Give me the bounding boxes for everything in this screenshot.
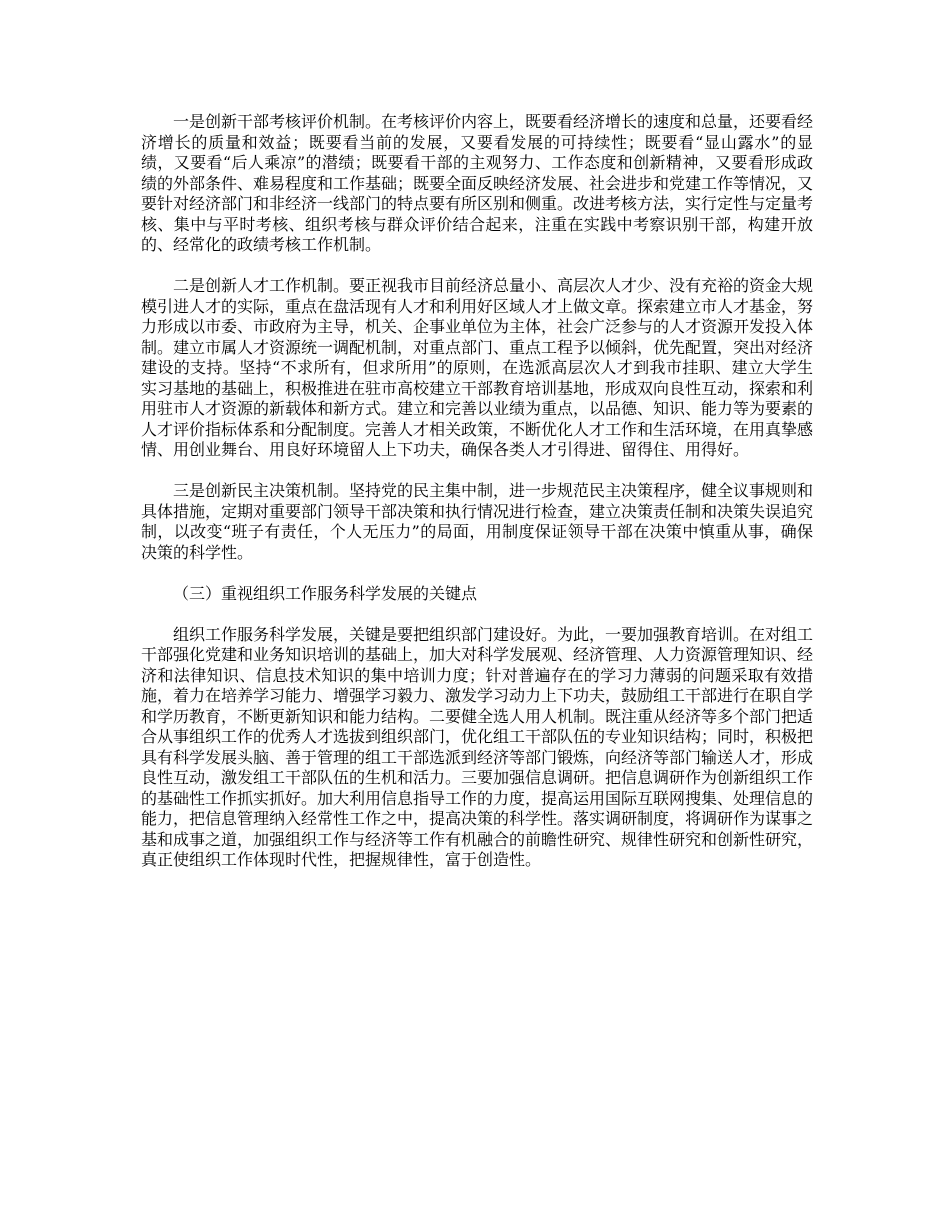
paragraph-organization-building: 组织工作服务科学发展，关键是要把组织部门建设好。为此，一要加强教育培训。在对组工干部强化党建和业务知识培训的基础上，加大对科学发展观、经济管理、人力资源管理知识、经济和法律知识、信息技术知识的集中培训力度；针对普遍存在的学习力薄弱的问题采取有效措施，着力在培养学习能力、增强学习毅力、激发学习动力上下功夫，鼓励组工干部进行在职自学和学历教育，不断更新知识和能力结构。二要健全选人用人机制。既注重从经济等多个部门把适合从事组织工作的优秀人才选拔到组织部门，优化组工干部队伍的专业知识结构；同时，积极把具有科学发展头脑、善于管理的组工干部选派到经济等部门锻炼，向经济等部门输送人才，形成良性互动，激发组工干部队伍的生机和活力。三要加强信息调研。把信息调研作为创新组织工作的基础性工作抓实抓好。加大利用信息指导工作的力度，提高运用国际互联网搜集、处理信息的能力，把信息管理纳入经常性工作之中，提高决策的科学性。落实调研制度，将调研作为谋事之基和成事之道，加强组织工作与经济等工作有机融合的前瞻性研究、规律性研究和创新性研究，真正使组织工作体现时代性，把握规律性，富于创造性。 <box>141 624 814 869</box>
document-body <box>141 112 813 891</box>
paragraph-democratic-decision: 三是创新民主决策机制。坚持党的民主集中制，进一步规范民主决策程序，健全议事规则和具体措施，定期对重要部门领导干部决策和执行情况进行检查，建立决策责任制和决策失误追究制，以改变“班子有责任，个人无压力”的局面，用制度保证领导干部在决策中慎重从事，确保决策的科学性。 <box>141 481 814 562</box>
paragraph-cadre-evaluation: 一是创新干部考核评价机制。在考核评价内容上，既要看经济增长的速度和总量，还要看经济增长的质量和效益；既要看当前的发展，又要看发展的可持续性；既要看“显山露水”的显绩，又要看“后人乘凉”的潜绩；既要看干部的主观努力、工作态度和创新精神，又要看形成政绩的外部条件、难易程度和工作基础；既要全面反映经济发展、社会进步和党建工作等情况，又要针对经济部门和非经济一线部门的特点要有所区别和侧重。改进考核方法，实行定性与定量考核、集中与平时考核、组织考核与群众评价结合起来，注重在实践中考察识别干部，构建开放的、经常化的政绩考核工作机制。 <box>141 112 814 254</box>
section-heading: （三）重视组织工作服务科学发展的关键点 <box>173 583 478 603</box>
paragraph-talent-mechanism: 二是创新人才工作机制。要正视我市目前经济总量小、高层次人才少、没有充裕的资金大规模引进人才的实际，重点在盘活现有人才和利用好区域人才上做文章。探索建立市人才基金，努力形成以市委、市政府为主导，机关、企事业单位为主体，社会广泛参与的人才资源开发投入体制。建立市属人才资源统一调配机制，对重点部门、重点工程予以倾斜，优先配置，突出对经济建设的支持。坚持“不求所有，但求所用”的原则，在选派高层次人才到我市挂职、建立大学生实习基地的基础上，积极推进在驻市高校建立干部教育培训基地，形成双向良性互动，探索和利用驻市人才资源的新载体和新方式。建立和完善以业绩为重点，以品德、知识、能力等为要素的人才评价指标体系和分配制度。完善人才相关政策，不断优化人才工作和生活环境，在用真挚感情、用创业舞台、用良好环境留人上下功夫，确保各类人才引得进、留得住、用得好。 <box>141 276 814 459</box>
